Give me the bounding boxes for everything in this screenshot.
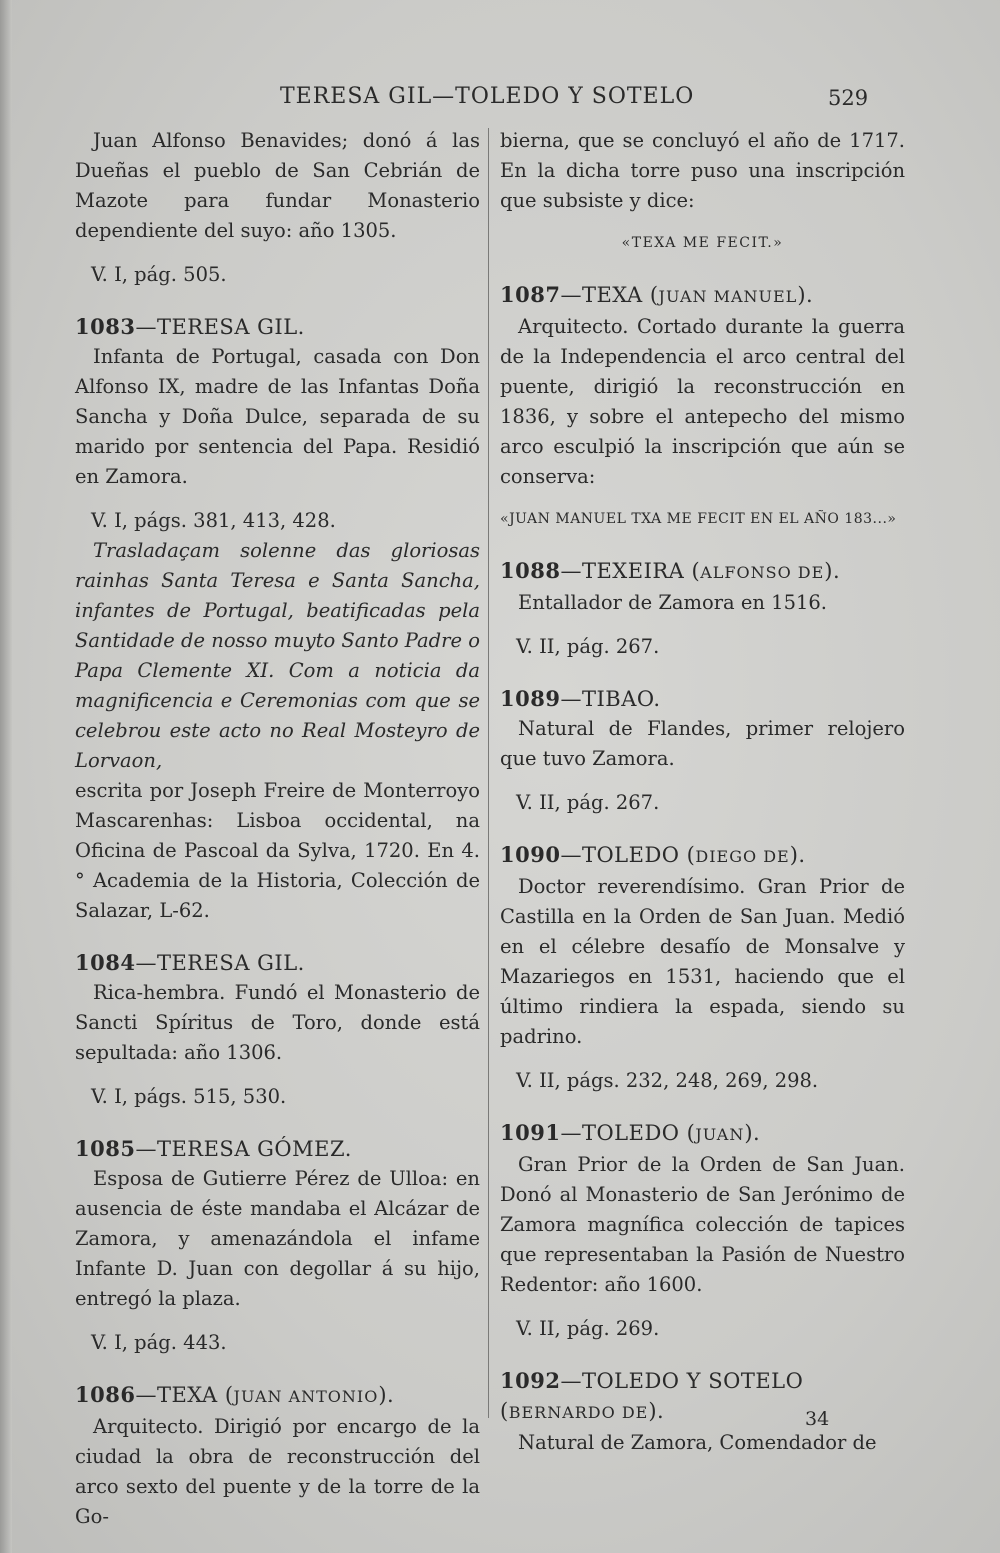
entry-number: 1083 [75,314,136,339]
entry-number: 1091 [500,1120,561,1145]
volume-reference: V. II, págs. 232, 248, 269, 298. [516,1069,819,1092]
entry-number: 1084 [75,950,136,975]
page-number: 529 [828,86,869,110]
entry-name: —TERESA GIL. [135,951,305,975]
entry-number: 1089 [500,686,561,711]
entry-heading [500,840,905,872]
entry-heading [500,684,905,714]
entry-heading [500,1366,905,1428]
entry-number: 1088 [500,558,561,583]
volume-reference: V. II, pág. 267. [516,635,660,658]
entry-text: Natural de Flandes, primer relojero que tuvo Zamora. [500,717,905,770]
entry-name: —TEXA ( [135,1383,234,1407]
volume-reference: V. II, pág. 269. [516,1317,660,1340]
entry-heading [75,1380,480,1412]
entry-name: —TOLEDO ( [560,843,696,867]
left-column [75,126,480,1532]
running-header: TERESA GIL—TOLEDO Y SOTELO [280,84,695,109]
entry-text-continued: escrita por Joseph Freire de Monterroyo Mascarenhas: Lisboa occidental, na Oficina de Pascoal da Sylva, 1720. En 4.° Academia de la Historia, Colección de Salazar, L-62. [75,779,480,922]
entry-text: Gran Prior de la Orden de San Juan. Donó al Monasterio de San Jerónimo de Zamora magnífica colección de tapices que representaban la Pasión de Nuestro Redentor: año 1600. [500,1153,905,1296]
right-column [500,126,905,1458]
entry-text: Juan Alfonso Benavides; donó á las Dueñas el pueblo de San Cebrián de Mazote para fundar Monasterio dependiente del suyo: año 1305. [75,129,480,242]
entry-name-tail: ). [648,1399,665,1423]
entry-name-tail: ). [797,283,814,307]
entry-text: Arquitecto. Dirigió por encargo de la ciudad la obra de reconstrucción del arco sexto del puente y de la torre de la Go- [75,1415,480,1528]
volume-reference: V. I, págs. 515, 530. [91,1085,287,1108]
entry-text: Esposa de Gutierre Pérez de Ulloa: en ausencia de éste mandaba el Alcázar de Zamora, y amenazándola el infame Infante D. Juan con degollar á su hijo, entregó la plaza. [75,1167,480,1310]
entry-name: —TERESA GÓMEZ. [135,1137,352,1161]
entry-given-name: DIEGO DE [695,847,790,866]
entry-text: Rica-hembra. Fundó el Monasterio de Sancti Spíritus de Toro, donde está sepultada: año 1306. [75,981,480,1064]
entry-heading [75,312,480,342]
volume-reference: V. I, pág. 505. [91,263,227,286]
entry-given-name: JUAN MANUEL [658,287,798,306]
page-binding-shadow [0,0,12,1553]
entry-given-name: JUAN ANTONIO [233,1387,379,1406]
volume-reference: V. I, pág. 443. [91,1331,227,1354]
entry-name: —TOLEDO Y SOTELO ( [500,1369,804,1423]
entry-heading [500,280,905,312]
entry-given-name: ALFONSO DE [700,563,825,582]
entry-given-name: JUAN [695,1125,745,1144]
entry-text: Entallador de Zamora en 1516. [518,591,827,614]
entry-heading [500,556,905,588]
entry-heading [75,1134,480,1164]
entry-name: —TIBAO. [560,687,661,711]
volume-reference: V. I, págs. 381, 413, 428. [91,509,336,532]
entry-name: —TERESA GIL. [135,315,305,339]
entry-number: 1090 [500,842,561,867]
entry-number: 1087 [500,282,561,307]
entry-text: Infanta de Portugal, casada con Don Alfonso IX, madre de las Infantas Doña Sancha y Doña Dulce, separada de su marido por sentencia del Papa. Residió en Zamora. [75,345,480,488]
entry-name-tail: ). [824,559,841,583]
entry-text: Natural de Zamora, Comendador de [518,1431,877,1454]
entry-name-tail: ). [378,1383,395,1407]
column-divider [488,128,489,1418]
entry-name: —TEXEIRA ( [560,559,701,583]
inscription-text: «JUAN MANUEL TXA ME FECIT EN EL AÑO 183...» [500,511,897,527]
entry-heading [500,1118,905,1150]
entry-name-tail: ). [744,1121,761,1145]
italic-title: Trasladaçam solenne das gloriosas rainhas Santa Teresa e Santa Sancha, infantes de Portugal, beatificadas pela Santidade de nosso muyto Santo Padre o Papa Clemente XI. Com a noticia da magnificencia e Ceremonias com que se celebrou este acto no Real Mosteyro de Lorvaon, [75,539,480,772]
entry-text-continued: bierna, que se concluyó el año de 1717. En la dicha torre puso una inscripción que subsiste y dice: [500,129,905,212]
entry-name-tail: ). [789,843,806,867]
volume-reference: V. II, pág. 267. [516,791,660,814]
entry-number: 1086 [75,1382,136,1407]
entry-given-name: BERNARDO DE [508,1403,649,1422]
entry-number: 1092 [500,1368,561,1393]
entry-heading [75,948,480,978]
inscription-text: «TEXA ME FECIT.» [621,235,784,251]
entry-text: Doctor reverendísimo. Gran Prior de Castilla en la Orden de San Juan. Medió en el célebre desafío de Monsalve y Mazariegos en 1531, haciendo que el último rindiera la espada, siendo su padrino. [500,875,905,1048]
entry-name: —TOLEDO ( [560,1121,696,1145]
entry-text: Arquitecto. Cortado durante la guerra de la Independencia el arco central del puente, dirigió la reconstrucción en 1836, y sobre el antepecho del mismo arco esculpió la inscripción que aún se conserva: [500,315,905,488]
printer-signature-mark: 34 [805,1408,830,1430]
entry-number: 1085 [75,1136,136,1161]
entry-name: —TEXA ( [560,283,659,307]
